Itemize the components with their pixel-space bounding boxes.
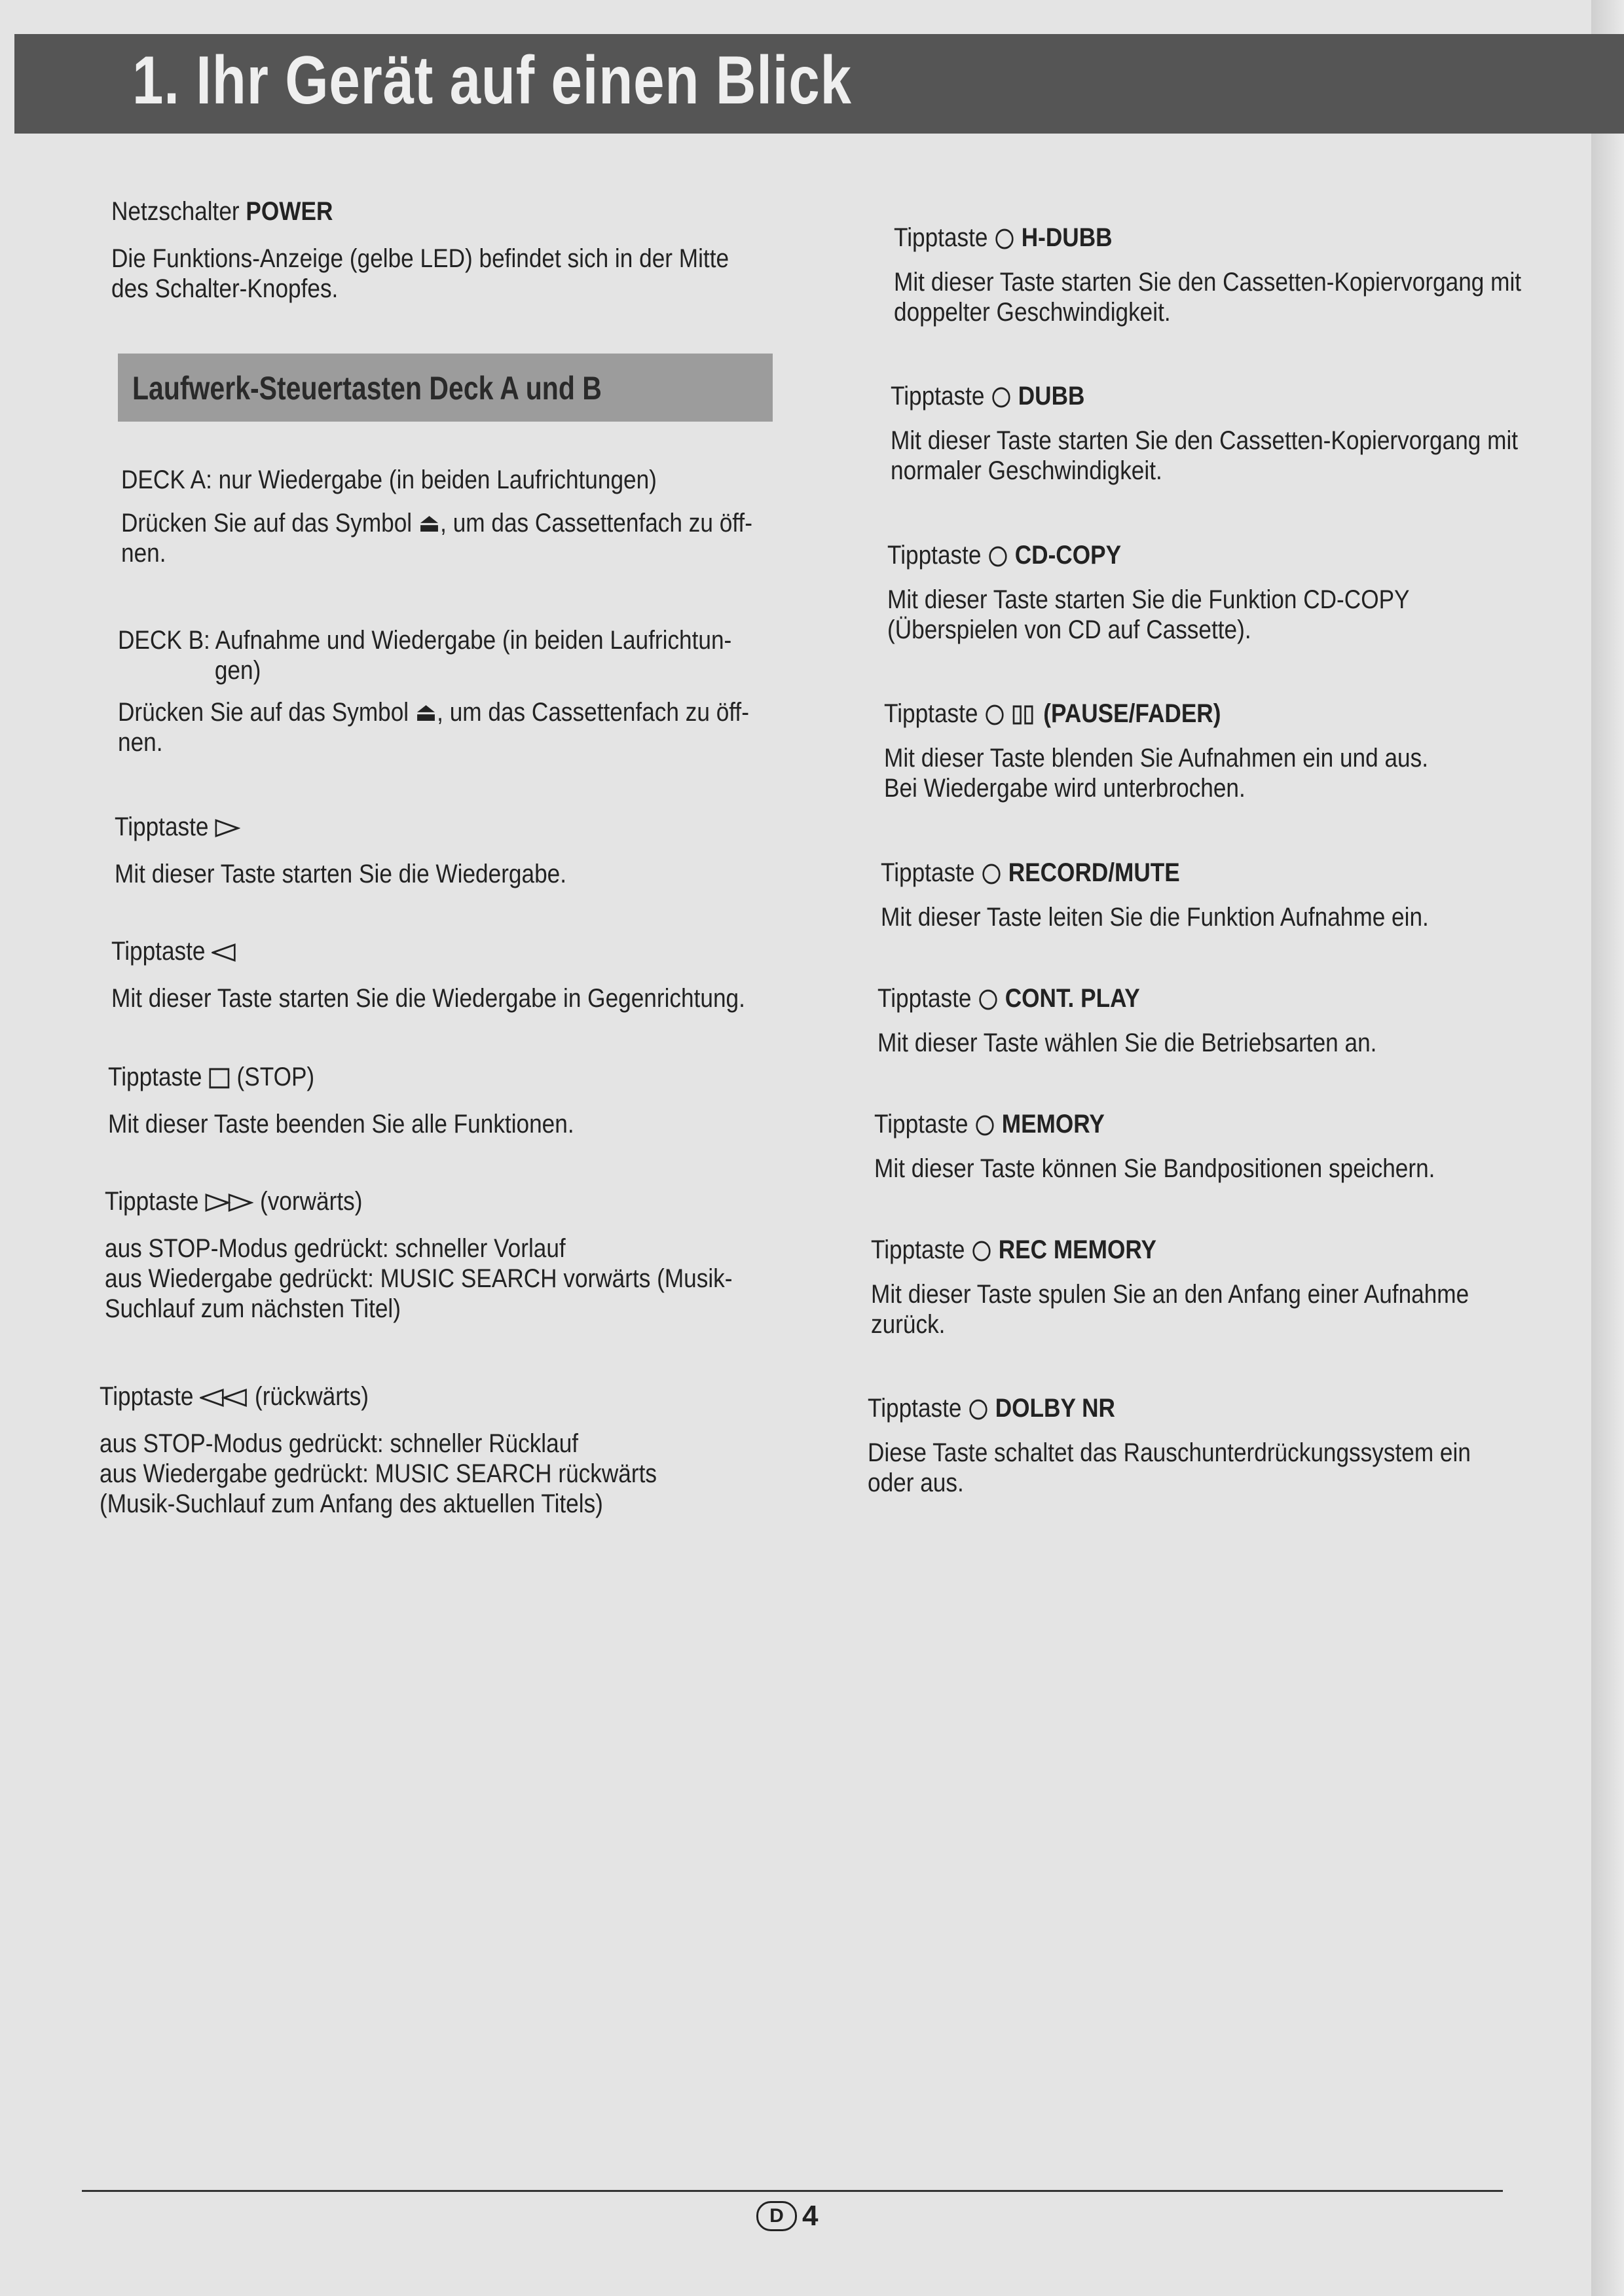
dubb-desc-2: normaler Geschwindigkeit. <box>891 456 1162 485</box>
reverse-play-icon <box>212 943 237 962</box>
play-label-text: Tipptaste <box>115 812 209 841</box>
play-section <box>115 812 809 889</box>
cd-copy-desc-2: (Überspielen von CD auf Cassette). <box>887 615 1251 644</box>
cd-copy-section <box>887 540 1581 645</box>
ff-desc-2: aus Wiedergabe gedrückt: MUSIC SEARCH vorwärts (Musik- <box>105 1264 733 1293</box>
rec-memory-label <box>871 1235 1482 1265</box>
pause-label-text: Tipptaste <box>884 699 978 728</box>
cont-play-desc-1: Mit dieser Taste wählen Sie die Betriebsarten an. <box>877 1029 1377 1057</box>
dolby-label <box>868 1393 1479 1423</box>
cd-copy-desc-1: Mit dieser Taste starten Sie die Funktion CD-COPY <box>887 585 1410 614</box>
record-name: RECORD/MUTE <box>1008 858 1180 887</box>
dubb-name: DUBB <box>1018 382 1085 410</box>
fast-forward-icon <box>205 1193 253 1212</box>
stop-label-text: Tipptaste <box>108 1063 202 1091</box>
rewind-icon <box>200 1388 248 1408</box>
pause-desc-1: Mit dieser Taste blenden Sie Aufnahmen ein und aus. <box>884 744 1429 773</box>
ff-label <box>105 1186 716 1216</box>
ff-suffix: (vorwärts) <box>259 1187 363 1216</box>
dolby-desc-1: Diese Taste schaltet das Rauschunterdrückungssystem ein <box>868 1438 1471 1467</box>
power-prefix: Netzschalter <box>111 197 240 226</box>
stop-square-icon <box>208 1067 230 1089</box>
page-number-value: 4 <box>802 2200 819 2232</box>
reverse-desc: Mit dieser Taste starten Sie die Wiedergabe in Gegenrichtung. <box>111 984 745 1013</box>
dolby-desc-2: oder aus. <box>868 1468 964 1497</box>
pause-desc-2: Bei Wiedergabe wird unterbrochen. <box>884 774 1246 803</box>
memory-desc-1: Mit dieser Taste können Sie Bandpositionen speichern. <box>874 1154 1435 1183</box>
deck-controls-subhead <box>118 354 773 422</box>
deck-a-desc-1: Drücken Sie auf das Symbol ⏏, um das Cassettenfach zu öff- <box>121 509 752 538</box>
dolby-name: DOLBY NR <box>995 1394 1115 1423</box>
deck-a-desc-2: nen. <box>121 539 166 568</box>
reverse-label-text: Tipptaste <box>111 937 206 966</box>
dubb-label-text: Tipptaste <box>891 382 985 410</box>
rec-memory-desc-2: zurück. <box>871 1310 946 1339</box>
stop-suffix: (STOP) <box>236 1063 315 1091</box>
ff-label-text: Tipptaste <box>105 1187 199 1216</box>
footer-rule <box>82 2190 1503 2192</box>
deck-b-desc-2: nen. <box>118 728 163 757</box>
circle-button-icon <box>994 227 1015 251</box>
page-title: 1. Ihr Gerät auf einen Blick <box>132 43 852 118</box>
record-label <box>881 858 1492 888</box>
h-dubb-label <box>894 223 1505 253</box>
cd-copy-label-text: Tipptaste <box>887 541 982 570</box>
h-dubb-label-text: Tipptaste <box>894 223 988 252</box>
page-number <box>756 2200 818 2232</box>
cont-play-label-text: Tipptaste <box>877 984 972 1013</box>
dubb-label <box>891 381 1502 411</box>
cd-copy-name: CD-COPY <box>1014 541 1122 570</box>
circle-button-icon <box>971 1239 992 1263</box>
deck-b-section <box>118 625 812 757</box>
cd-copy-label <box>887 540 1498 570</box>
reverse-label <box>111 936 722 966</box>
header-bar <box>14 34 1624 134</box>
memory-label-text: Tipptaste <box>874 1110 969 1139</box>
power-name: POWER <box>246 197 333 226</box>
stop-label <box>108 1062 719 1092</box>
pause-name: (PAUSE/FADER) <box>1043 699 1221 728</box>
circle-button-icon <box>984 703 1005 727</box>
rec-memory-desc-1: Mit dieser Taste spulen Sie an den Anfang einer Aufnahme <box>871 1280 1469 1309</box>
page-edge <box>1591 0 1624 2296</box>
deck-a-section <box>121 465 815 568</box>
pause-section <box>884 699 1578 803</box>
circle-button-icon <box>978 988 999 1011</box>
rew-desc-1: aus STOP-Modus gedrückt: schneller Rücklauf <box>100 1429 579 1458</box>
reverse-section <box>111 936 805 1013</box>
circle-button-icon <box>981 862 1002 886</box>
record-label-text: Tipptaste <box>881 858 975 887</box>
memory-section <box>874 1109 1568 1184</box>
rew-label-text: Tipptaste <box>100 1382 194 1411</box>
h-dubb-desc-2: doppelter Geschwindigkeit. <box>894 298 1171 327</box>
stop-section <box>108 1062 802 1139</box>
ff-desc-1: aus STOP-Modus gedrückt: schneller Vorlauf <box>105 1234 566 1263</box>
h-dubb-name: H-DUBB <box>1021 223 1113 252</box>
h-dubb-desc-1: Mit dieser Taste starten Sie den Cassetten-Kopiervorgang mit <box>894 268 1522 297</box>
rec-memory-label-text: Tipptaste <box>871 1235 965 1264</box>
circle-button-icon <box>968 1398 989 1421</box>
dubb-section <box>891 381 1585 486</box>
power-desc-1: Die Funktions-Anzeige (gelbe LED) befindet sich in der Mitte <box>111 244 729 273</box>
memory-label <box>874 1109 1485 1139</box>
play-label <box>115 812 726 842</box>
deck-b-label-1: DECK B: Aufnahme und Wiedergabe (in beiden Laufrichtun- <box>118 626 732 655</box>
dubb-desc-1: Mit dieser Taste starten Sie den Cassetten-Kopiervorgang mit <box>891 426 1519 455</box>
deck-a-label: DECK A: nur Wiedergabe (in beiden Laufrichtungen) <box>121 465 657 494</box>
circle-button-icon <box>987 545 1008 568</box>
pause-label <box>884 699 1495 729</box>
rew-suffix: (rückwärts) <box>254 1382 369 1411</box>
h-dubb-section <box>894 223 1588 327</box>
rec-memory-section <box>871 1235 1565 1339</box>
rew-section <box>100 1381 794 1519</box>
deck-b-label-2: gen) <box>214 656 261 685</box>
region-badge: D <box>756 2201 797 2231</box>
play-desc: Mit dieser Taste starten Sie die Wiedergabe. <box>115 860 567 888</box>
power-section <box>111 196 805 304</box>
rew-label <box>100 1381 710 1412</box>
rew-desc-3: (Musik-Suchlauf zum Anfang des aktuellen Titels) <box>100 1489 603 1518</box>
dolby-section <box>868 1393 1562 1498</box>
cont-play-label <box>877 983 1488 1013</box>
ff-section <box>105 1186 799 1324</box>
dolby-label-text: Tipptaste <box>868 1394 962 1423</box>
play-icon <box>215 818 240 838</box>
deck-b-desc-1: Drücken Sie auf das Symbol ⏏, um das Cassettenfach zu öff- <box>118 698 749 727</box>
subhead-text: Laufwerk-Steuertasten Deck A und B <box>132 370 602 407</box>
circle-button-icon <box>991 386 1012 409</box>
pause-icon <box>1012 704 1037 726</box>
memory-name: MEMORY <box>1001 1110 1105 1139</box>
record-section <box>881 858 1575 932</box>
rew-desc-2: aus Wiedergabe gedrückt: MUSIC SEARCH rückwärts <box>100 1459 657 1488</box>
record-desc-1: Mit dieser Taste leiten Sie die Funktion Aufnahme ein. <box>881 903 1429 932</box>
stop-desc: Mit dieser Taste beenden Sie alle Funktionen. <box>108 1110 574 1139</box>
power-label <box>111 196 722 227</box>
circle-button-icon <box>974 1114 995 1137</box>
cont-play-section <box>877 983 1572 1058</box>
power-desc-2: des Schalter-Knopfes. <box>111 274 339 303</box>
cont-play-name: CONT. PLAY <box>1005 984 1140 1013</box>
ff-desc-3: Suchlauf zum nächsten Titel) <box>105 1294 401 1323</box>
rec-memory-name: REC MEMORY <box>998 1235 1156 1264</box>
